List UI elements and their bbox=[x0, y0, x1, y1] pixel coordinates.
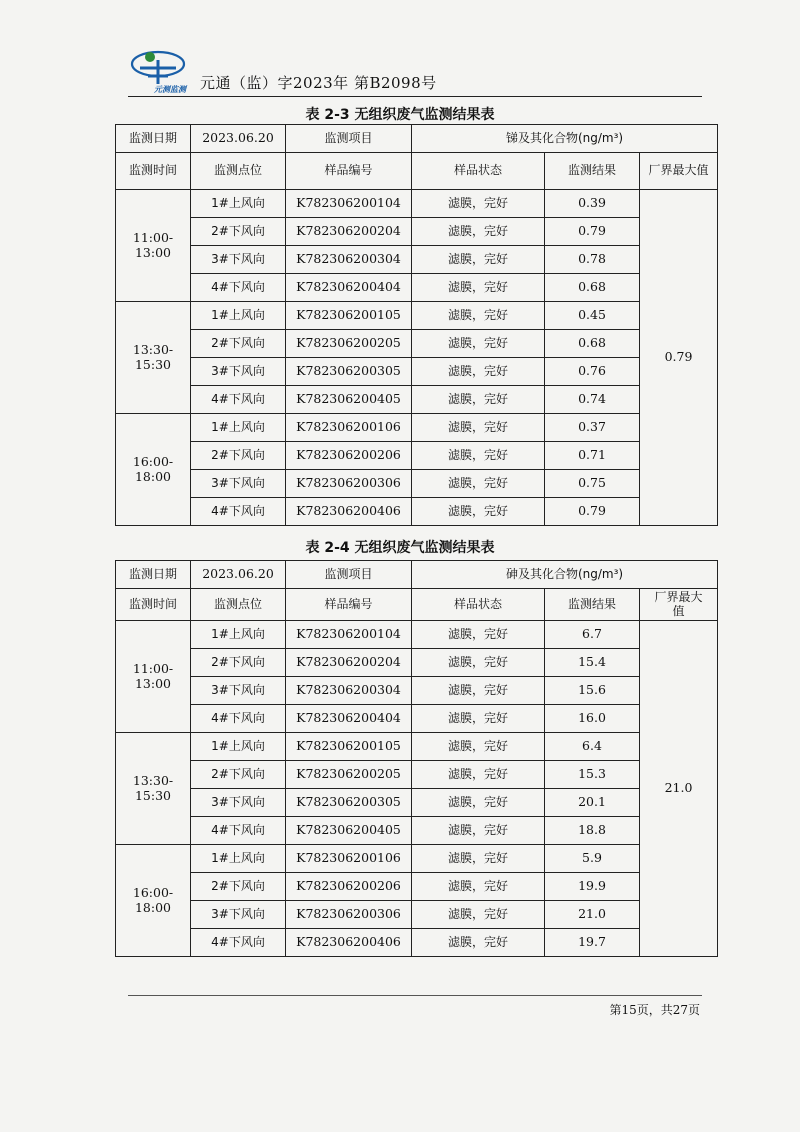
sample-cell: K782306200204 bbox=[286, 218, 412, 246]
table-row bbox=[116, 649, 718, 677]
date-value: 2023.06.20 bbox=[191, 561, 286, 589]
sample-cell: K782306200105 bbox=[286, 733, 412, 761]
point-cell: 2#下风向 bbox=[191, 761, 286, 789]
point-cell: 2#下风向 bbox=[191, 330, 286, 358]
sample-cell: K782306200206 bbox=[286, 442, 412, 470]
sample-cell: K782306200106 bbox=[286, 414, 412, 442]
footer-divider bbox=[128, 995, 702, 996]
point-cell: 2#下风向 bbox=[191, 649, 286, 677]
state-cell: 滤膜，完好 bbox=[412, 470, 545, 498]
time-slot: 11:00-13:00 bbox=[116, 621, 191, 733]
result-cell: 19.7 bbox=[545, 929, 640, 957]
result-cell: 0.68 bbox=[545, 274, 640, 302]
sample-cell: K782306200206 bbox=[286, 873, 412, 901]
max-label: 厂界最大值 bbox=[640, 153, 718, 190]
table-row bbox=[116, 414, 718, 442]
point-cell: 1#上风向 bbox=[191, 414, 286, 442]
sample-label: 样品编号 bbox=[286, 589, 412, 621]
result-cell: 0.75 bbox=[545, 470, 640, 498]
table-row bbox=[116, 302, 718, 330]
table-row bbox=[116, 274, 718, 302]
result-cell: 0.71 bbox=[545, 442, 640, 470]
table-row bbox=[116, 705, 718, 733]
state-label: 样品状态 bbox=[412, 589, 545, 621]
sample-cell: K782306200306 bbox=[286, 901, 412, 929]
state-cell: 滤膜，完好 bbox=[412, 649, 545, 677]
time-label: 监测时间 bbox=[116, 153, 191, 190]
table-row bbox=[116, 330, 718, 358]
table-row bbox=[116, 733, 718, 761]
state-cell: 滤膜，完好 bbox=[412, 705, 545, 733]
point-cell: 2#下风向 bbox=[191, 442, 286, 470]
result-cell: 0.74 bbox=[545, 386, 640, 414]
point-cell: 4#下风向 bbox=[191, 274, 286, 302]
table-row bbox=[116, 817, 718, 845]
state-cell: 滤膜，完好 bbox=[412, 677, 545, 705]
result-cell: 6.7 bbox=[545, 621, 640, 649]
state-cell: 滤膜，完好 bbox=[412, 901, 545, 929]
table-2-4-caption: 表 2-4 无组织废气监测结果表 bbox=[305, 540, 495, 556]
state-cell: 滤膜，完好 bbox=[412, 190, 545, 218]
table-row bbox=[116, 621, 718, 649]
state-cell: 滤膜，完好 bbox=[412, 817, 545, 845]
sample-cell: K782306200404 bbox=[286, 274, 412, 302]
point-cell: 1#上风向 bbox=[191, 733, 286, 761]
sample-cell: K782306200205 bbox=[286, 761, 412, 789]
point-label: 监测点位 bbox=[191, 589, 286, 621]
table-row bbox=[116, 498, 718, 526]
result-cell: 0.79 bbox=[545, 498, 640, 526]
state-cell: 滤膜，完好 bbox=[412, 498, 545, 526]
result-label: 监测结果 bbox=[545, 153, 640, 190]
state-cell: 滤膜，完好 bbox=[412, 330, 545, 358]
sample-cell: K782306200405 bbox=[286, 817, 412, 845]
point-cell: 2#下风向 bbox=[191, 218, 286, 246]
company-logo bbox=[128, 48, 200, 94]
table-row bbox=[116, 190, 718, 218]
point-cell: 4#下风向 bbox=[191, 705, 286, 733]
table-row bbox=[116, 386, 718, 414]
sample-cell: K782306200405 bbox=[286, 386, 412, 414]
state-cell: 滤膜，完好 bbox=[412, 789, 545, 817]
result-cell: 0.45 bbox=[545, 302, 640, 330]
page-number: 第15页，共27页 bbox=[609, 1003, 700, 1017]
result-cell: 0.68 bbox=[545, 330, 640, 358]
state-cell: 滤膜，完好 bbox=[412, 873, 545, 901]
table-row bbox=[116, 442, 718, 470]
max-value: 0.79 bbox=[640, 190, 718, 526]
table-row bbox=[116, 677, 718, 705]
result-cell: 0.37 bbox=[545, 414, 640, 442]
table-row bbox=[116, 761, 718, 789]
item-value: 锑及其化合物(ng/m³) bbox=[412, 125, 718, 153]
time-slot: 13:30-15:30 bbox=[116, 733, 191, 845]
table-row bbox=[116, 470, 718, 498]
state-cell: 滤膜，完好 bbox=[412, 845, 545, 873]
result-cell: 5.9 bbox=[545, 845, 640, 873]
time-slot: 13:30-15:30 bbox=[116, 302, 191, 414]
sample-cell: K782306200104 bbox=[286, 190, 412, 218]
point-cell: 3#下风向 bbox=[191, 470, 286, 498]
logo-text: 元测监测 bbox=[154, 85, 186, 94]
point-cell: 4#下风向 bbox=[191, 929, 286, 957]
time-slot: 11:00-13:00 bbox=[116, 190, 191, 302]
sample-cell: K782306200305 bbox=[286, 358, 412, 386]
table-row bbox=[116, 929, 718, 957]
point-cell: 1#上风向 bbox=[191, 302, 286, 330]
item-label: 监测项目 bbox=[286, 561, 412, 589]
state-cell: 滤膜，完好 bbox=[412, 442, 545, 470]
sample-cell: K782306200305 bbox=[286, 789, 412, 817]
sample-cell: K782306200406 bbox=[286, 498, 412, 526]
point-cell: 4#下风向 bbox=[191, 386, 286, 414]
result-cell: 18.8 bbox=[545, 817, 640, 845]
sample-cell: K782306200404 bbox=[286, 705, 412, 733]
time-slot: 16:00-18:00 bbox=[116, 845, 191, 957]
table-row bbox=[116, 246, 718, 274]
state-cell: 滤膜，完好 bbox=[412, 358, 545, 386]
result-cell: 19.9 bbox=[545, 873, 640, 901]
point-cell: 3#下风向 bbox=[191, 677, 286, 705]
sample-cell: K782306200306 bbox=[286, 470, 412, 498]
result-cell: 15.3 bbox=[545, 761, 640, 789]
table-row bbox=[116, 218, 718, 246]
result-cell: 21.0 bbox=[545, 901, 640, 929]
point-cell: 3#下风向 bbox=[191, 358, 286, 386]
time-slot: 16:00-18:00 bbox=[116, 414, 191, 526]
table-row bbox=[116, 901, 718, 929]
table-row bbox=[116, 873, 718, 901]
date-value: 2023.06.20 bbox=[191, 125, 286, 153]
state-cell: 滤膜，完好 bbox=[412, 414, 545, 442]
result-label: 监测结果 bbox=[545, 589, 640, 621]
state-cell: 滤膜，完好 bbox=[412, 761, 545, 789]
state-cell: 滤膜，完好 bbox=[412, 929, 545, 957]
point-label: 监测点位 bbox=[191, 153, 286, 190]
sample-cell: K782306200205 bbox=[286, 330, 412, 358]
point-cell: 3#下风向 bbox=[191, 789, 286, 817]
state-cell: 滤膜，完好 bbox=[412, 274, 545, 302]
result-cell: 0.78 bbox=[545, 246, 640, 274]
time-label: 监测时间 bbox=[116, 589, 191, 621]
sample-cell: K782306200105 bbox=[286, 302, 412, 330]
sample-cell: K782306200204 bbox=[286, 649, 412, 677]
point-cell: 1#上风向 bbox=[191, 190, 286, 218]
item-value: 砷及其化合物(ng/m³) bbox=[412, 561, 718, 589]
state-cell: 滤膜，完好 bbox=[412, 621, 545, 649]
table-row bbox=[116, 789, 718, 817]
sample-cell: K782306200304 bbox=[286, 246, 412, 274]
point-cell: 4#下风向 bbox=[191, 817, 286, 845]
document-number: 元通（监）字2023年 第B2098号 bbox=[200, 74, 437, 92]
state-cell: 滤膜，完好 bbox=[412, 246, 545, 274]
point-cell: 1#上风向 bbox=[191, 845, 286, 873]
state-label: 样品状态 bbox=[412, 153, 545, 190]
point-cell: 3#下风向 bbox=[191, 901, 286, 929]
result-cell: 15.6 bbox=[545, 677, 640, 705]
table-2-3 bbox=[115, 124, 718, 526]
point-cell: 3#下风向 bbox=[191, 246, 286, 274]
date-label: 监测日期 bbox=[116, 561, 191, 589]
result-cell: 0.39 bbox=[545, 190, 640, 218]
item-label: 监测项目 bbox=[286, 125, 412, 153]
result-cell: 0.76 bbox=[545, 358, 640, 386]
table-2-3-caption: 表 2-3 无组织废气监测结果表 bbox=[305, 107, 495, 123]
table-2-4 bbox=[115, 560, 718, 957]
sample-cell: K782306200406 bbox=[286, 929, 412, 957]
sample-label: 样品编号 bbox=[286, 153, 412, 190]
table-row bbox=[116, 358, 718, 386]
table-row bbox=[116, 845, 718, 873]
state-cell: 滤膜，完好 bbox=[412, 733, 545, 761]
state-cell: 滤膜，完好 bbox=[412, 386, 545, 414]
point-cell: 1#上风向 bbox=[191, 621, 286, 649]
sample-cell: K782306200104 bbox=[286, 621, 412, 649]
state-cell: 滤膜，完好 bbox=[412, 218, 545, 246]
header-divider bbox=[128, 96, 702, 97]
sample-cell: K782306200106 bbox=[286, 845, 412, 873]
date-label: 监测日期 bbox=[116, 125, 191, 153]
result-cell: 16.0 bbox=[545, 705, 640, 733]
result-cell: 20.1 bbox=[545, 789, 640, 817]
result-cell: 6.4 bbox=[545, 733, 640, 761]
max-label: 厂界最大值 bbox=[640, 589, 718, 621]
state-cell: 滤膜，完好 bbox=[412, 302, 545, 330]
sample-cell: K782306200304 bbox=[286, 677, 412, 705]
result-cell: 15.4 bbox=[545, 649, 640, 677]
point-cell: 4#下风向 bbox=[191, 498, 286, 526]
point-cell: 2#下风向 bbox=[191, 873, 286, 901]
result-cell: 0.79 bbox=[545, 218, 640, 246]
max-value: 21.0 bbox=[640, 621, 718, 957]
